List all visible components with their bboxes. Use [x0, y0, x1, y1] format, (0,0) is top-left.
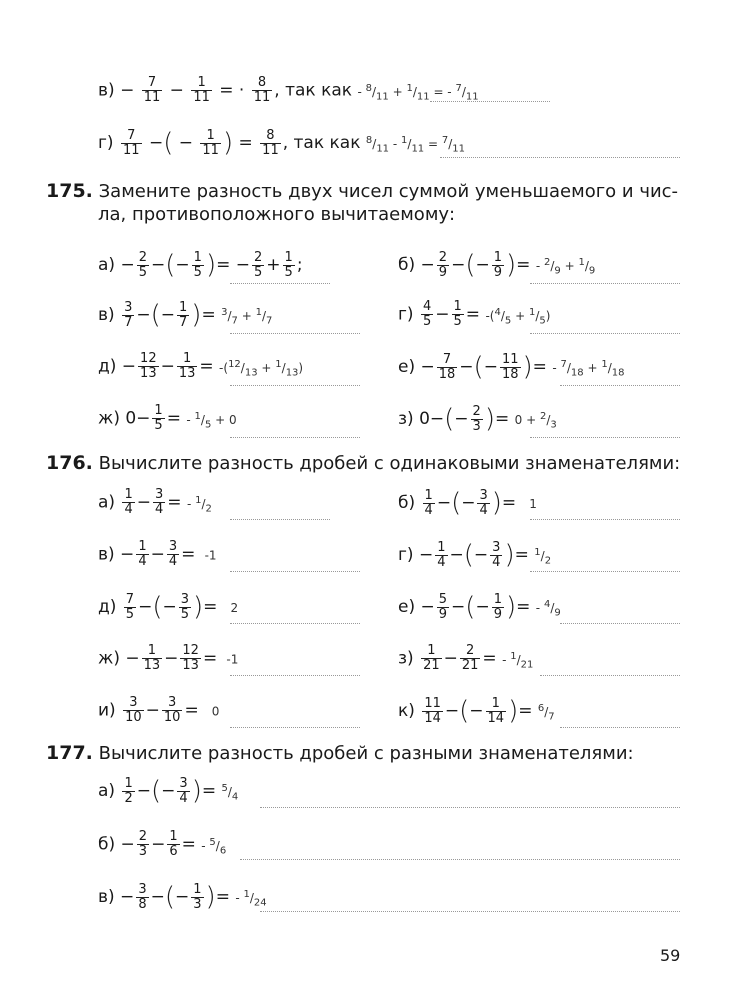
item-177-v: в) − $\frac{3}{8}$ −(− $\frac{1}{3}$ )= - $^1/_{24}$ [98, 881, 267, 912]
item-175-zh: ж) 0− $\frac{1}{5}$ = - $^1/_5 + 0$ [98, 403, 237, 433]
answer-line [560, 622, 680, 624]
item-174-g: г) $\frac{7}{11}$ −( − $\frac{1}{11}$ ) = $\frac{8}{11}$ , так как $^8/_{11} - ^1/_{11} = ^7/_{11}$ [98, 127, 466, 158]
answer-line [530, 436, 680, 438]
item-176-d: д) $\frac{7}{5}$ −(− $\frac{3}{5}$ )= 2 [98, 591, 239, 622]
exercise-175-heading-line2: ла, противоположного вычитаемому: [98, 204, 456, 225]
answer-line [230, 518, 330, 520]
answer-line [230, 570, 360, 572]
item-176-g: г) − $\frac{1}{4}$ −(− $\frac{3}{4}$ )= $^1/_2$ [398, 539, 552, 570]
exercise-175-heading: 175. Замените разность двух чисел суммой уменьшаемого и чис- [46, 180, 679, 202]
item-176-v: в) − $\frac{1}{4}$ − $\frac{3}{4}$ = -1 [98, 539, 217, 569]
item-176-z: з) $\frac{1}{21}$ − $\frac{2}{21}$ = - $^1/_{21}$ [398, 643, 534, 673]
item-175-d: д) − $\frac{12}{13}$ − $\frac{1}{13}$ = $-(^{12}/_{13} + ^1/_{13})$ [98, 351, 304, 381]
item-175-g: г) $\frac{4}{5}$ − $\frac{1}{5}$ = $-(^4/_5 + ^1/_5)$ [398, 299, 551, 329]
answer-line [230, 384, 360, 386]
answer-line [230, 622, 360, 624]
item-175-b: б) − $\frac{2}{9}$ −(− $\frac{1}{9}$ )= - $^2/_9 + ^1/_9$ [398, 249, 596, 280]
handwritten-answer: $^8/_{11} - ^1/_{11} = ^7/_{11}$ [365, 135, 466, 155]
answer-line [440, 156, 680, 158]
answer-line [430, 100, 550, 102]
item-176-i: и) $\frac{3}{10}$ − $\frac{3}{10}$ = 0 [98, 695, 220, 725]
page-number: 59 [660, 946, 681, 965]
item-177-a: а) $\frac{1}{2}$ −(− $\frac{3}{4}$ )= $^5/_4$ [98, 775, 239, 806]
answer-line [530, 570, 680, 572]
item-175-a: а) − $\frac{2}{5}$ −(− $\frac{1}{5}$ )= − $\frac{2}{5}$ + $\frac{1}{5}$ ; [98, 249, 303, 280]
item-176-k: к) $\frac{11}{14}$ −(− $\frac{1}{14}$ )= $^6/_7$ [398, 695, 555, 726]
item-176-zh: ж) − $\frac{1}{13}$ − $\frac{12}{13}$ = -1 [98, 643, 239, 673]
answer-line [530, 282, 680, 284]
answer-line [540, 674, 680, 676]
answer-line [530, 332, 680, 334]
answer-line [230, 282, 330, 284]
answer-line [240, 858, 680, 860]
handwritten-answer: - $^8/_{11} + ^1/_{11}$ = - $^7/_{11}$ [357, 82, 479, 102]
answer-line [230, 332, 360, 334]
item-176-a: а) $\frac{1}{4}$ − $\frac{3}{4}$ = - $^1/_2$ [98, 487, 212, 517]
answer-line [560, 726, 680, 728]
answer-line [230, 726, 360, 728]
item-176-b: б) $\frac{1}{4}$ −(− $\frac{3}{4}$ )= 1 [398, 487, 537, 518]
exercise-176-heading: 176. Вычислите разность дробей с одинаковыми знаменателями: [46, 452, 681, 474]
item-176-e: е) − $\frac{5}{9}$ −(− $\frac{1}{9}$ )= - $^4/_9$ [398, 591, 561, 622]
answer-line [260, 806, 680, 808]
answer-line [560, 384, 680, 386]
answer-line [230, 436, 360, 438]
answer-line [530, 518, 680, 520]
item-177-b: б) − $\frac{2}{3}$ − $\frac{1}{6}$ = - $^5/_6$ [98, 829, 227, 859]
label: в) [98, 80, 115, 101]
exercise-177-heading: 177. Вычислите разность дробей с разными знаменателями: [46, 742, 634, 764]
item-175-z: з) 0−(− $\frac{2}{3}$ )= $0 + ^2/_3$ [398, 403, 557, 434]
item-174-v: в) − $\frac{7}{11}$ − $\frac{1}{11}$ = · $\frac{8}{11}$ , так как - $^8/_{11} + ^1/_{11}$ = - $^7/_{11}$ [98, 75, 479, 105]
item-175-e: е) − $\frac{7}{18}$ −(− $\frac{11}{18}$ )= - $^7/_{18} + ^1/_{18}$ [398, 351, 625, 382]
answer-line [230, 674, 360, 676]
item-175-v: в) $\frac{3}{7}$ −(− $\frac{1}{7}$ )= $^3/_7 + ^1/_7$ [98, 299, 273, 330]
answer-line [260, 910, 680, 912]
